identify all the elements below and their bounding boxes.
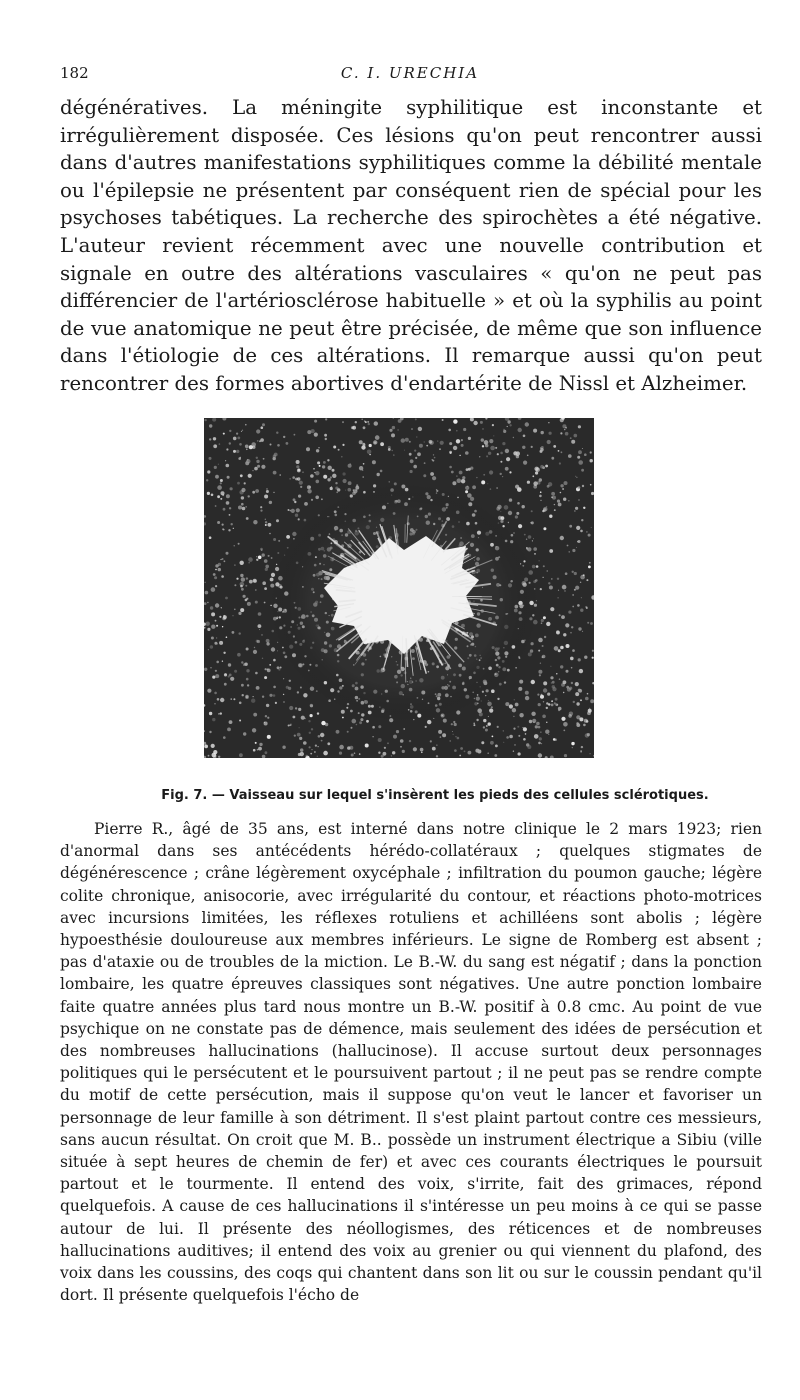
micrograph-figure bbox=[204, 418, 594, 758]
case-paragraph: Pierre R., âgé de 35 ans, est interné dans notre clinique le 2 mars 1923; rien d'anormal dans ses antécédents hérédo-collatéraux ; quelques stigmates de dégénérescence ; crâne légèrement oxycéphale ; infiltration du poumon gauche; légère colite chronique, anisocorie, avec irrégularité du contour, et réactions photo-motrices avec incursions limitées, les réflexes rotuliens et achilléens sont abolis ; légère hypoesthésie douloureuse aux membres inférieurs. Le signe de Romberg est absent ; pas d'ataxie ou de troubles de la miction. Le B.-W. du sang est négatif ; dans la ponction lombaire, les quatre épreuves classiques sont négatives. Une autre ponction lombaire faite quatre années plus tard nous montre un B.-W. positif à 0.8 cmc. Au point de vue psychique on ne constate pas de démence, mais seulement des idées de persécution et des nombreuses hallucinations (hallucinose). Il accuse surtout deux personnages politiques qui le persécutent et le poursuivent partout ; il ne peut pas se rendre compte du motif de cette persécution, mais il suppose qu'on veut le lancer et favoriser un personnage de leur famille à son détriment. Il s'est plaint partout contre ces messieurs, sans aucun résultat. On croit que M. B.. possède un instrument électrique a Sibiu (ville située à sept heures de chemin de fer) et avec ces courants électriques le poursuit partout et le tourmente. Il entend des voix, s'irrite, fait des grimaces, répond quelquefois. A cause de ces hallucinations il s'intéresse un peu moins à ce qui se passe autour de lui. Il présente des néollogismes, des réticences et de nombreuses hallucinations auditives; il entend des voix au grenier ou qui viennent du plafond, des voix dans les coussins, des coqs qui chantent dans son lit ou sur le coussin pendant qu'il dort. Il présente quelquefois l'écho de bbox=[60, 820, 762, 1305]
page-number: 182 bbox=[60, 64, 89, 82]
intro-paragraph: dégénératives. La méningite syphilitique est inconstante et irrégulièrement disposée. Ces lésions qu'on peut rencontrer aussi dans d'autres manifestations syphilitiques comme la débilité mentale ou l'épilepsie ne présentent par conséquent rien de spécial pour les psychoses tabétiques. La recherche des spirochètes a été négative. L'auteur revient récemment avec une nouvelle contribution et signale en outre des altérations vasculaires « qu'on ne peut pas différencier de l'artériosclérose habituelle » et où la syphilis au point de vue anatomique ne peut être précisée, de même que son influence dans l'étiologie de ces altérations. Il remarque aussi qu'on peut rencontrer des formes abortives d'endartérite de Nissl et Alzheimer. bbox=[60, 96, 762, 395]
running-title: C. I. URECHIA bbox=[340, 64, 480, 82]
figure-caption: Fig. 7. — Vaisseau sur lequel s'insèrent les pieds des cellules sclérotiques. bbox=[161, 788, 709, 803]
page-header bbox=[60, 64, 760, 88]
micrograph-image bbox=[204, 418, 594, 758]
